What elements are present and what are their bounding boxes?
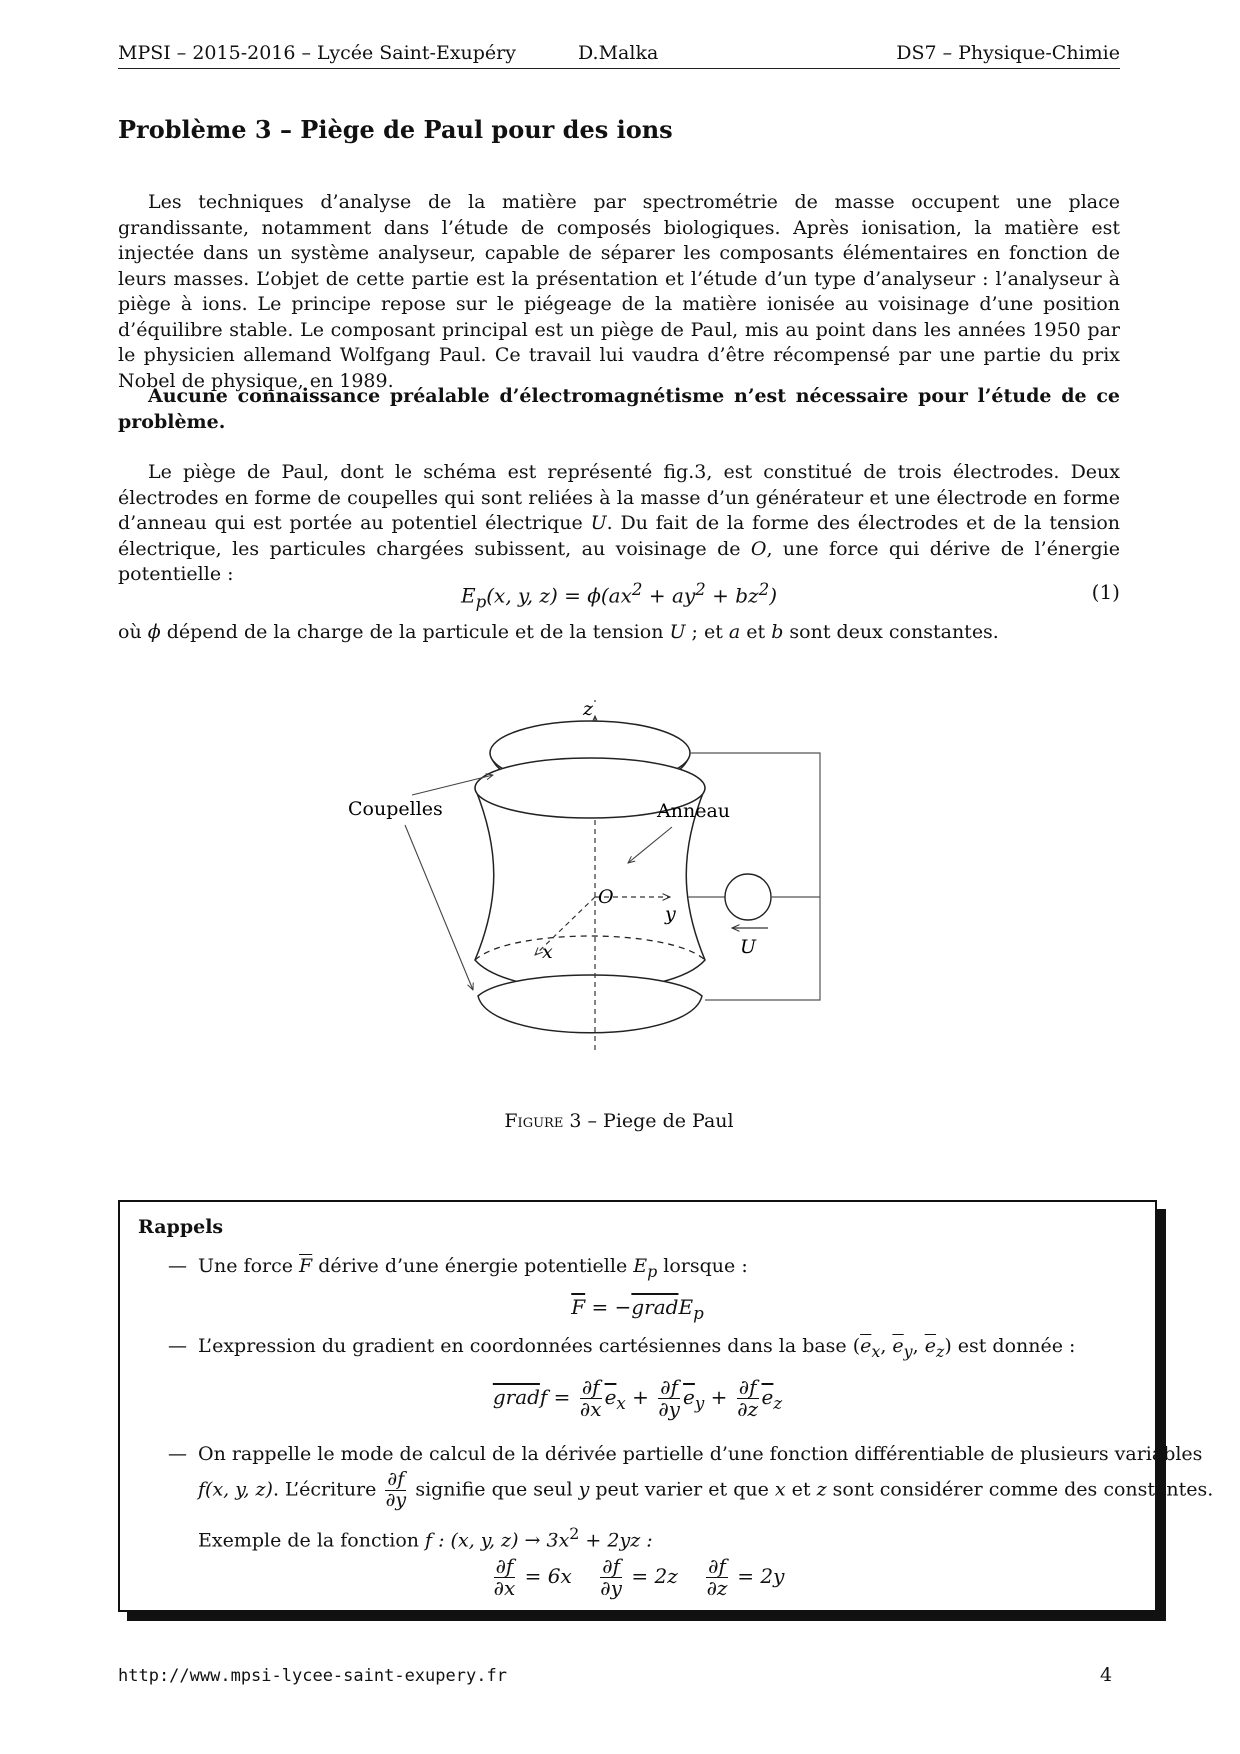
eq-part: = (547, 1385, 577, 1409)
rappel-item-line2 (198, 1470, 1213, 1511)
text-span: . L’écriture (272, 1478, 383, 1501)
example-function-end: + 2yz : (579, 1529, 653, 1552)
denominator: ∂x (579, 1397, 602, 1421)
text-span: lorsque : (657, 1255, 748, 1277)
equation-force-gradient (120, 1295, 1155, 1323)
basis-vector: $\overline{e}$ (924, 1335, 936, 1357)
numerator: ∂f (738, 1375, 757, 1399)
grad-operator: grad (492, 1385, 540, 1409)
text-span: dépend de la charge de la particule et de la tension (160, 621, 670, 643)
equation-number: (1) (1091, 580, 1120, 604)
label-z: z (583, 698, 594, 720)
numerator: ∂f (387, 1468, 405, 1490)
rappel-text: L’expression du gradient en coordonnées cartésiennes dans la base ($\overline{e}_x$, $\overline{e}_y$, $\overline{e}_z$) est donnée : (198, 1335, 1076, 1361)
var-a: a (728, 621, 741, 643)
text-span: sont deux constantes. (783, 621, 999, 643)
eq-exp: 2 (631, 580, 643, 599)
exp: 2 (569, 1524, 580, 1543)
figure-caption (118, 1110, 1120, 1132)
equation-body (118, 580, 1120, 612)
basis-vector: $\overline{e}$ (761, 1385, 774, 1409)
after-equation-text (118, 620, 1120, 646)
page-number: 4 (1100, 1664, 1113, 1686)
var-x: x (774, 1478, 786, 1501)
var-U: U (590, 512, 607, 534)
label-y: y (665, 903, 676, 925)
sub-x: x (871, 1341, 881, 1361)
problem-title: Problème 3 – Piège de Paul pour des ions (118, 115, 673, 144)
sub-y: y (694, 1394, 705, 1413)
label-x: x (542, 941, 553, 963)
bold-note: Aucune connaissance préalable d’électromagnétisme n’est nécessaire pour l’étude de ce problème. (118, 385, 1120, 433)
rappels-box (118, 1200, 1214, 1612)
denominator: ∂z (737, 1397, 759, 1421)
text-span: ) est donnée : (944, 1335, 1076, 1357)
result-x: = 6x (518, 1564, 572, 1588)
eq-part: + ay (642, 583, 696, 608)
partial-y (600, 1556, 622, 1599)
text-span: L’expression du gradient en coordonnées cartésiennes dans la base ( (198, 1335, 861, 1357)
result-y: = 2z (625, 1564, 678, 1588)
header-right: DS7 – Physique-Chimie (896, 42, 1120, 64)
sub-x: x (616, 1394, 626, 1413)
text-span: peut varier et que (589, 1478, 775, 1501)
caption-text: – Piege de Paul (581, 1110, 734, 1132)
header-center: D.Malka (578, 42, 659, 64)
basis-vector: $\overline{e}$ (604, 1385, 617, 1409)
text-span: et (740, 621, 772, 643)
description-paragraph (118, 460, 1120, 588)
numerator: ∂f (708, 1554, 726, 1578)
denominator: ∂x (493, 1576, 516, 1600)
basis-vector: $\overline{e}$ (683, 1385, 695, 1409)
sub-p: p (693, 1304, 704, 1323)
vector-F: $\overline{F}$ (299, 1255, 313, 1277)
intro-paragraph: Les techniques d’analyse de la matière par spectrométrie de masse occupent une place grandissante, notamment dans l’étude de composés biologiques. Après ionisation, la matière est injectée dans un système analyseur, capable de séparer les composants élémentaires en fonction de leurs masses. L’objet de cette partie est la présentation et l’étude d’un type d’analyseur : l’analyseur à piège à ions. Le principe repose sur le piégeage de la matière ionisée au voisinage d’une position d’équilibre stable. Le composant principal est un piège de Paul, mis au point dans les années 1950 par le physicien allemand Wolfgang Paul. Ce travail lui vaudra d’être récompensé par une partie du prix Nobel de physique, en 1989. (118, 191, 1120, 392)
rappel-text (198, 1252, 748, 1286)
sub-p: p (647, 1261, 658, 1281)
example-partials (120, 1556, 1155, 1599)
eq-E: E (460, 583, 476, 608)
eq-part: + bz (705, 583, 759, 608)
paul-trap-diagram (348, 698, 850, 1060)
numerator: ∂f (602, 1554, 620, 1578)
denominator: ∂y (600, 1576, 622, 1600)
plus: + (704, 1385, 734, 1409)
text-span: , une force qui dérive de l’énergie potentielle : (118, 537, 1120, 585)
numerator: ∂f (660, 1375, 679, 1399)
partial-x (494, 1556, 516, 1599)
text-span: Une force (198, 1255, 300, 1277)
eq-exp: 2 (695, 580, 706, 599)
text-span: dérive d’une énergie potentielle (312, 1255, 634, 1277)
result-z: = 2y (730, 1564, 785, 1588)
label-coupelles: Coupelles (348, 798, 443, 820)
numerator: ∂f (495, 1554, 514, 1578)
var-O: O (750, 537, 767, 560)
basis-vector: $\overline{e}$ (860, 1335, 872, 1357)
denominator: ∂y (658, 1397, 680, 1421)
partial-y (658, 1377, 680, 1420)
var-E: E (633, 1255, 648, 1277)
eq-exp: 2 (758, 580, 770, 599)
header-left: MPSI – 2015-2016 – Lycée Saint-Exupéry (118, 42, 516, 64)
var-U: U (669, 621, 686, 643)
page-header (118, 42, 1120, 69)
rappel-text: On rappelle le mode de calcul de la dérivée partielle d’une fonction différentiable de plusieurs variables (198, 1443, 1203, 1465)
numerator: ∂f (581, 1375, 600, 1399)
var-z: z (816, 1478, 827, 1501)
text-span: sont considérer comme des constantes. (826, 1478, 1214, 1501)
sub-y: y (903, 1341, 913, 1361)
eq-part: (x, y, z) = ϕ(ax (486, 583, 632, 608)
voltage-source (725, 874, 771, 920)
rappels-title: Rappels (138, 1216, 224, 1238)
text-span: ; et (685, 621, 729, 643)
vector-F: $\overline{F}$ (571, 1295, 586, 1319)
text-span: . Du fait de la forme des électrodes et de la tension électrique, les particules chargées subissent, au voisinage de (118, 512, 1120, 560)
eq-part: = − (585, 1295, 632, 1319)
text-span: Exemple de la fonction (198, 1529, 426, 1552)
text-span: où (118, 621, 148, 643)
text-span: signifie que seul (409, 1478, 579, 1501)
footer-url-link[interactable]: http://www.mpsi-lycee-saint-exupery.fr (118, 1666, 507, 1686)
label-anneau: Anneau (657, 800, 731, 822)
partial-y-inline (385, 1470, 406, 1511)
bullet-dash: — (168, 1443, 187, 1465)
denominator: ∂z (706, 1576, 728, 1600)
function-f: f(x, y, z) (198, 1478, 273, 1501)
bullet-dash: — (168, 1335, 187, 1357)
text-span: Le piège de Paul, dont le schéma est représenté fig.3, est constitué de trois électrodes. Deux électrodes en forme de coupelles qui sont reliées à la masse d’un générateur et une électrode en forme d’anneau qui est portée au potentiel électrique (118, 461, 1120, 534)
partial-z (737, 1377, 759, 1420)
basis-vector: $\overline{e}$ (892, 1335, 904, 1357)
var-f: f (539, 1385, 548, 1409)
text-span: et (785, 1478, 817, 1501)
sub-z: z (773, 1394, 783, 1413)
partial-z (706, 1556, 728, 1599)
bullet-dash: — (168, 1255, 187, 1277)
denominator: ∂y (385, 1488, 407, 1511)
lower-cup (478, 975, 702, 1033)
label-U: U (740, 936, 757, 958)
plus: + (625, 1385, 656, 1409)
sub-z: z (935, 1341, 945, 1361)
rappel-example (198, 1520, 653, 1554)
example-function: f : (x, y, z) → 3x (425, 1529, 570, 1552)
var-phi: ϕ (147, 621, 161, 643)
var-b: b (771, 621, 784, 643)
var-E: E (678, 1295, 694, 1319)
label-O: O (598, 886, 614, 908)
grad-operator: grad (631, 1295, 679, 1319)
caption-prefix: Figure 3 (504, 1110, 582, 1132)
equation-gradient-cartesian (120, 1377, 1155, 1420)
partial-x (580, 1377, 602, 1420)
var-y: y (578, 1478, 590, 1501)
eq-sub-p: p (475, 592, 487, 612)
eq-part: ) (769, 583, 778, 608)
pointer-coupelle-bottom (405, 825, 473, 990)
